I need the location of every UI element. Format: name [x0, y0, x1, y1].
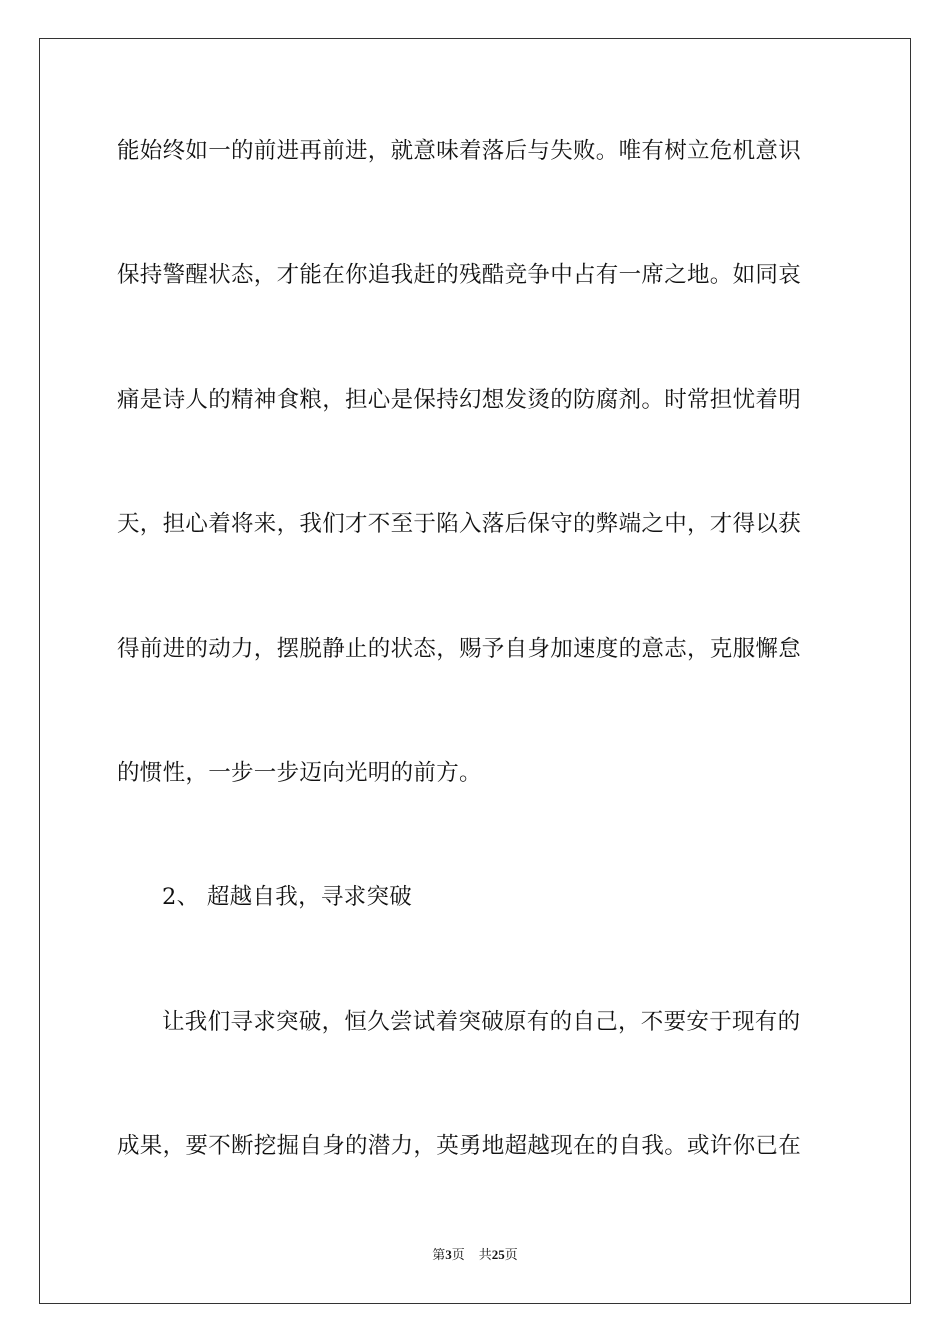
body-line-5: 得前进的动力，摆脱静止的状态，赐予自身加速度的意志，克服懈怠: [117, 636, 802, 662]
body-line-6: 的惯性，一步一步迈向光明的前方。: [117, 760, 482, 786]
footer-page-suffix: 页: [451, 1248, 465, 1263]
footer-total-prefix: 共: [478, 1248, 492, 1263]
body-line-3: 痛是诗人的精神食粮，担心是保持幻想发烫的防腐剂。时常担忧着明: [117, 387, 802, 413]
footer-total-pages: 25: [491, 1247, 505, 1262]
footer-total-suffix: 页: [504, 1248, 518, 1263]
page-footer: [0, 1247, 950, 1264]
paragraph-line-2: 成果，要不断挖掘自身的潜力，英勇地超越现在的自我。或许你已在: [117, 1133, 802, 1159]
footer-page-number: 3: [445, 1247, 452, 1262]
paragraph-line-1: 让我们寻求突破，恒久尝试着突破原有的自己，不要安于现有的: [162, 1009, 801, 1035]
body-line-1: 能始终如一的前进再前进，就意味着落后与失败。唯有树立危机意识: [117, 138, 802, 164]
footer-page-prefix: 第: [432, 1248, 446, 1263]
body-line-2: 保持警醒状态，才能在你追我赶的残酷竞争中占有一席之地。如同哀: [117, 262, 802, 288]
body-line-4: 天，担心着将来，我们才不至于陷入落后保守的弊端之中，才得以获: [117, 511, 802, 537]
section-heading: 2、 超越自我，寻求突破: [162, 884, 413, 910]
page-border: [39, 38, 911, 1304]
